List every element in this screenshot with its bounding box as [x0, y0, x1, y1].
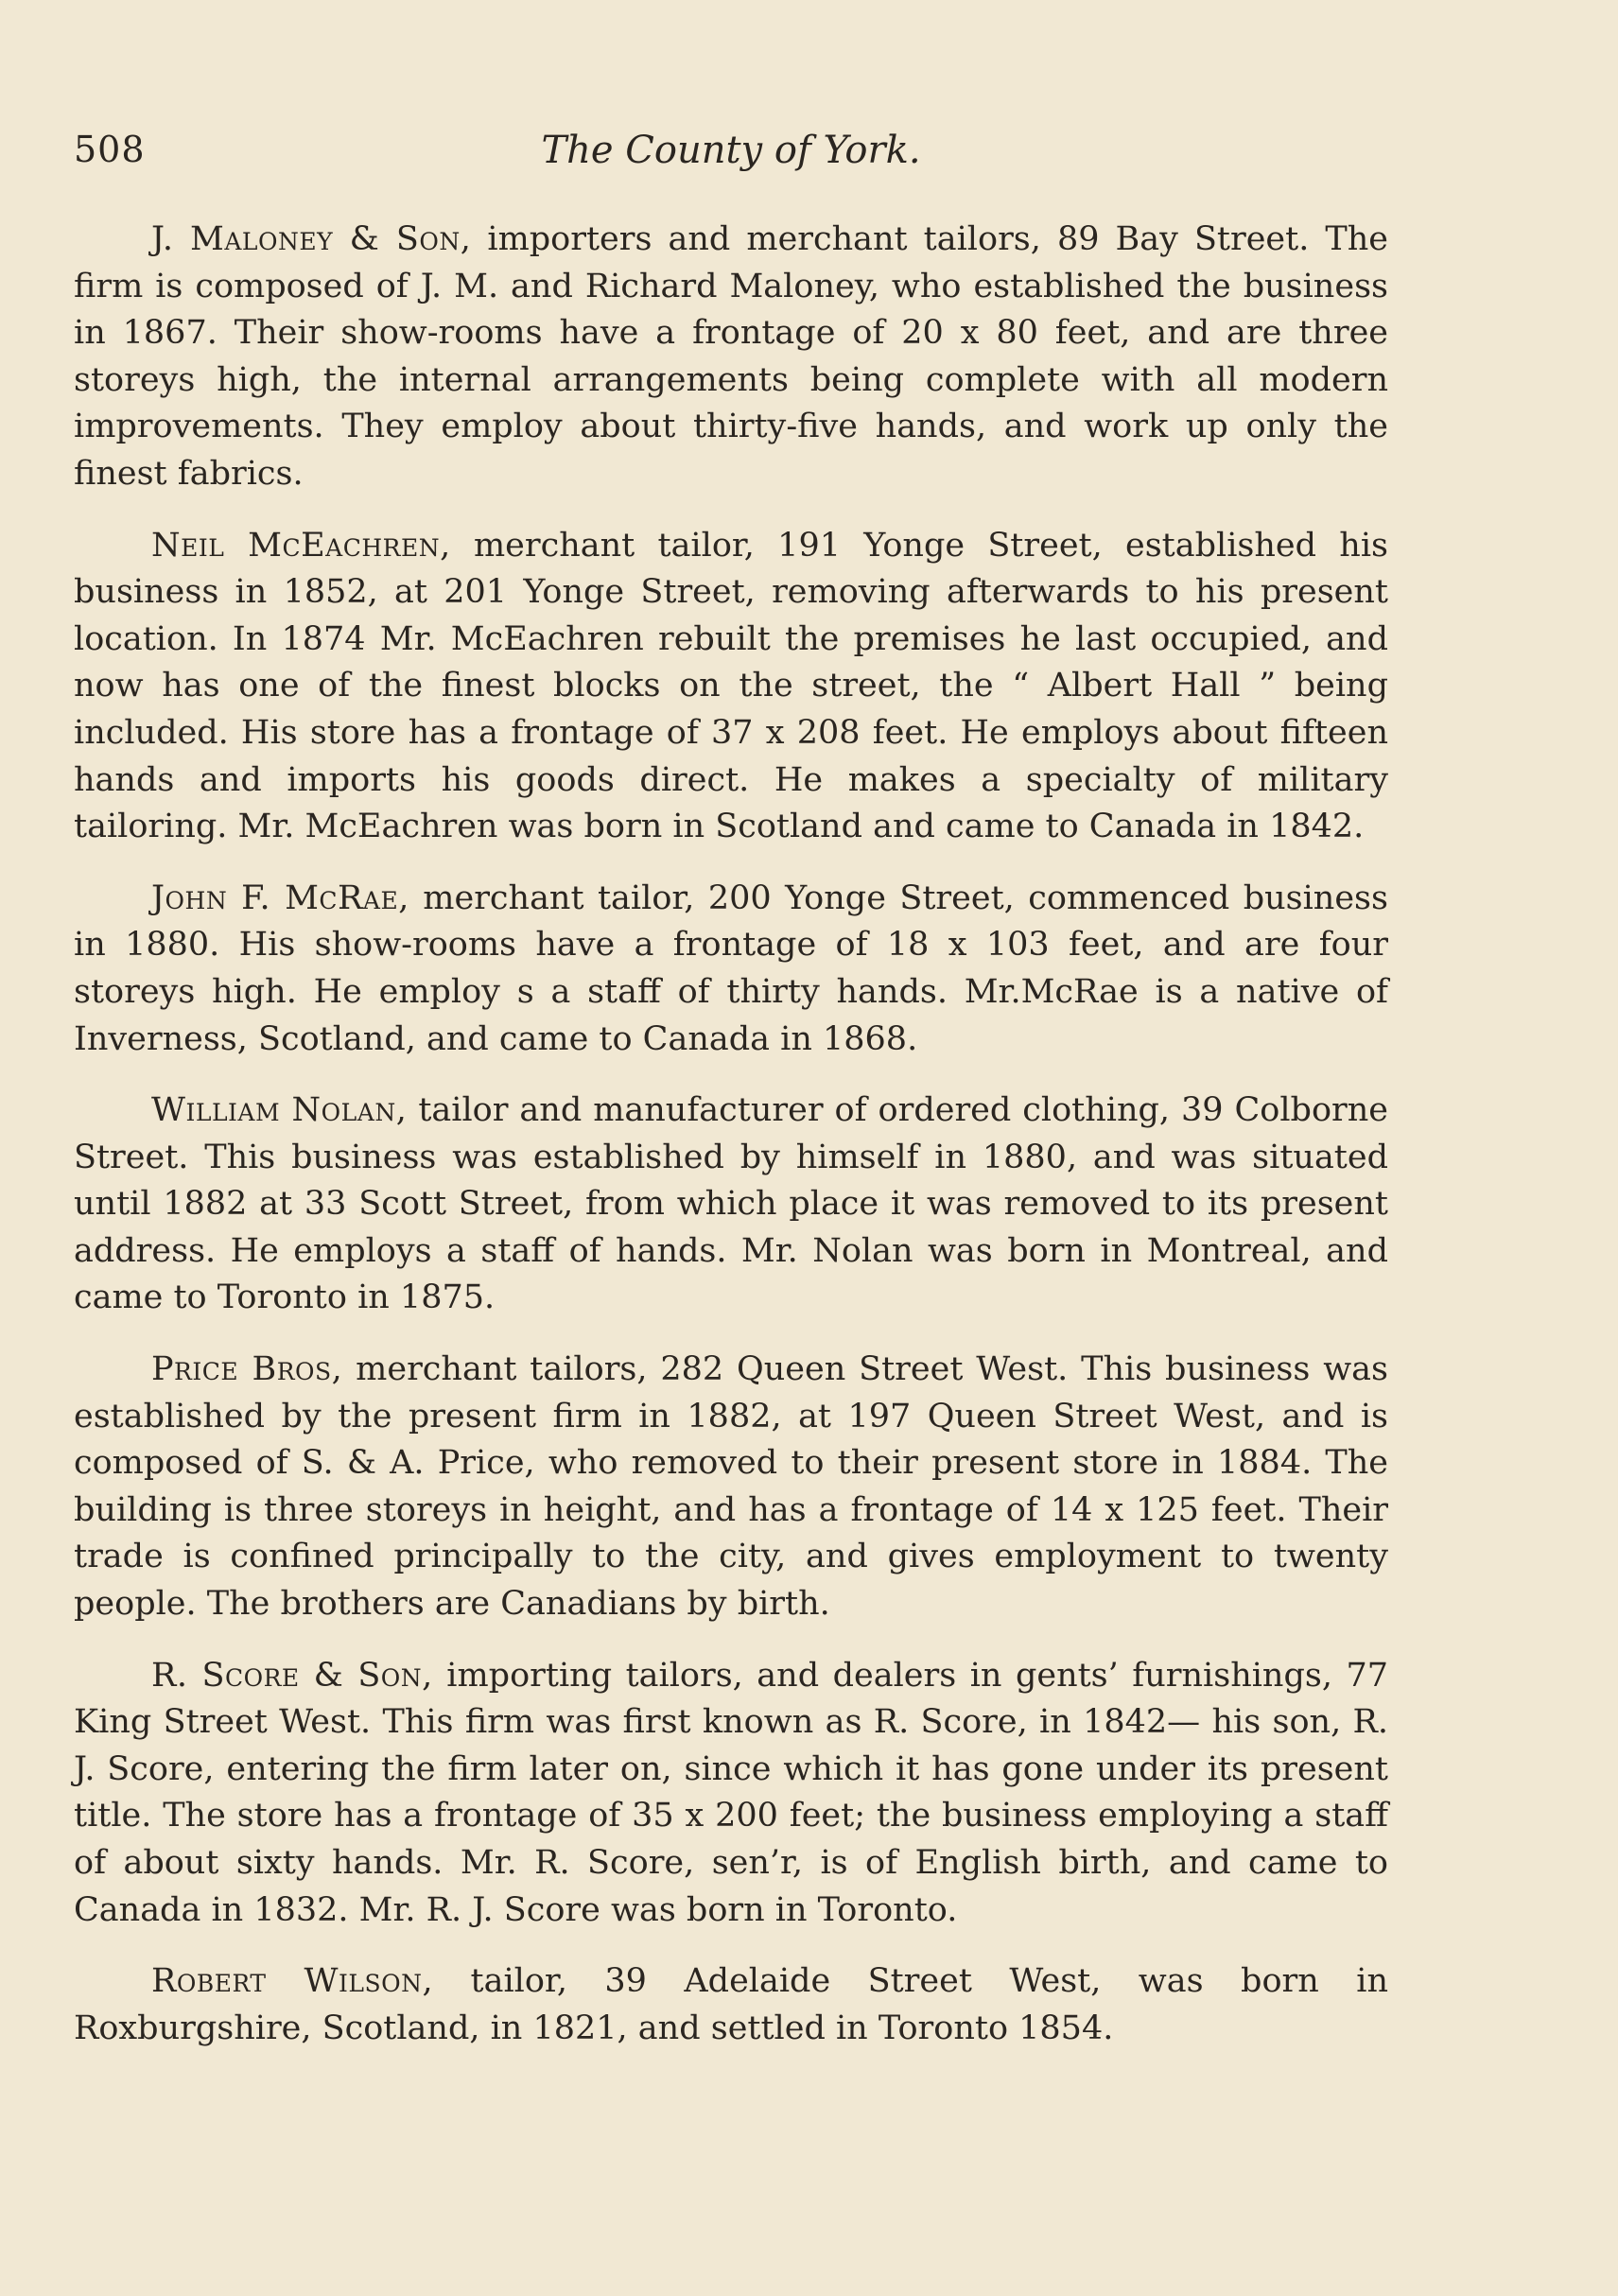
entry-name: William Nolan, — [151, 1091, 408, 1130]
entry-text: merchant tailor, 191 Yonge Street, established his business in 1852, at 201 Yonge Street, removing afterwards to his present location. In 1874 Mr. McEachren rebuilt the premises he last occupied, and now has one of the finest blocks on the street, the “ Albert Hall ” being included. His store has a frontage of 37 x 208 feet. He employs about fifteen hands and imports his goods direct. He makes a specialty of military tailoring. Mr. McEachren was born in Scotland and came to Canada in 1842. — [74, 526, 1388, 846]
entry-text: merchant tailors, 282 Queen Street West. This business was established by the present firm in 1882, at 197 Queen Street West, and is composed of S. & A. Price, who removed to their present store in 1884. The building is three storeys in height, and has a frontage of 14 x 125 feet. Their trade is confined principally to the city, and gives employment to twenty people. The brothers are Canadians by birth. — [74, 1350, 1388, 1624]
entry-name: J. Maloney & Son, — [151, 220, 472, 258]
page-header — [74, 129, 1388, 185]
entry-text: importing tailors, and dealers in gents’ furnishings, 77 King Street West. This firm was first known as R. Score, in 1842— his son, R. J. Score, entering the firm later on, since which it has gone under its present title. The store has a frontage of 35 x 200 feet; the business employing a staff of about sixty hands. Mr. R. Score, sen’r, is of English birth, and came to Canada in 1832. Mr. R. J. Score was born in Toronto. — [74, 1656, 1388, 1929]
running-title: The County of York. — [541, 129, 921, 172]
entry-name: Neil McEachren, — [151, 526, 451, 565]
entry-text: tailor and manufacturer of ordered clothing, 39 Colborne Street. This business was established by himself in 1880, and was situated until 1882 at 33 Scott Street, from which place it was removed to its present address. He employs a staff of hands. Mr. Nolan was born in Montreal, and came to Toronto in 1875. — [74, 1091, 1389, 1317]
entry-name: John F. McRae, — [151, 878, 409, 917]
entry-text: merchant tailor, 200 Yonge Street, commenced business in 1880. His show-rooms have a frontage of 18 x 103 feet, and are four storeys high. He employ s a staff of thirty hands. Mr.McRae is a native of Inverness, Scotland, and came to Canada in 1868. — [74, 878, 1388, 1058]
entry-mceachren — [74, 523, 1388, 851]
entry-text: tailor, 39 Adelaide Street West, was born in Roxburgshire, Scotland, in 1821, and settled in Toronto 1854. — [74, 1962, 1389, 2047]
body-text — [74, 217, 1388, 2077]
entry-name: Robert Wilson, — [151, 1962, 434, 2001]
entry-text: importers and merchant tailors, 89 Bay Street. The firm is composed of J. M. and Richard Maloney, who established the business in 1867. Their show-rooms have a frontage of 20 x 80 feet, and are three storeys high, the internal arrangements being complete with all modern improvements. They employ about thirty-five hands, and work up only the finest fabrics. — [74, 220, 1388, 493]
entry-price-bros — [74, 1347, 1388, 1628]
entry-wilson — [74, 1958, 1388, 2052]
entry-maloney — [74, 217, 1388, 498]
page-number: 508 — [74, 129, 146, 170]
entry-score — [74, 1653, 1388, 1935]
entry-mcrae — [74, 876, 1388, 1063]
entry-name: Price Bros, — [151, 1350, 343, 1389]
entry-nolan — [74, 1087, 1388, 1322]
entry-name: R. Score & Son, — [151, 1656, 433, 1695]
